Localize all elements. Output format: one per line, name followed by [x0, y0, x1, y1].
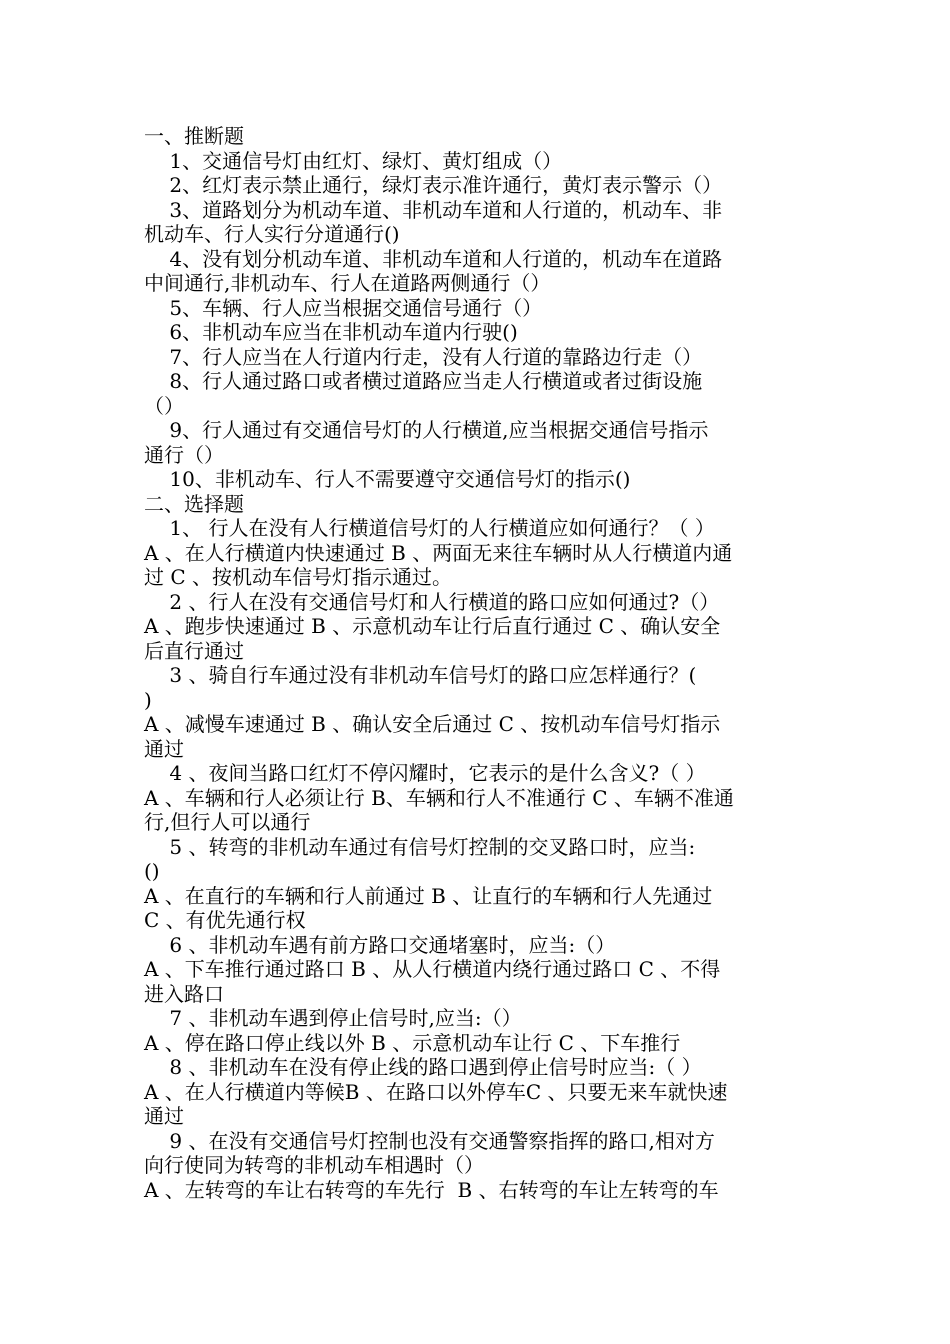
text-line: 通过: [144, 736, 184, 761]
text-line: 10、非机动车、行人不需要遵守交通信号灯的指示(): [144, 467, 631, 491]
text-line: (): [144, 859, 160, 883]
text-line: 2 、行人在没有交通信号灯和人行横道的路口应如何通过?（）: [144, 589, 720, 614]
text-line: 通过: [144, 1104, 184, 1128]
text-line: 5 、转弯的非机动车通过有信号灯控制的交叉路口时，应当:: [144, 834, 696, 859]
text-line: 进入路口: [144, 981, 224, 1006]
text-line: 3 、骑自行车通过没有非机动车信号灯的路口应怎样通行？(: [144, 663, 697, 687]
text-line: A 、跑步快速通过 B 、示意机动车让行后直行通过 C 、确认安全: [144, 614, 721, 638]
text-line: 4 、夜间当路口红灯不停闪耀时，它表示的是什么含义?（ ）: [144, 761, 706, 785]
text-line: 6、非机动车应当在非机动车道内行驶(): [144, 320, 518, 344]
text-line: 8 、非机动车在没有停止线的路口遇到停止信号时应当:（ ）: [144, 1055, 702, 1079]
text-line: A 、在直行的车辆和行人前通过 B 、让直行的车辆和行人先通过: [144, 883, 713, 908]
text-line: A 、车辆和行人必须让行 B、车辆和行人不准通行 C 、车辆不准通: [144, 785, 734, 810]
text-line: 4、没有划分机动车道、非机动车道和人行道的，机动车在道路: [144, 246, 723, 271]
text-line: C 、有优先通行权: [144, 908, 306, 932]
text-line: 向行使同为转弯的非机动车相遇时（）: [144, 1153, 484, 1177]
text-line: 7 、非机动车遇到停止信号时,应当:（）: [144, 1006, 522, 1030]
text-line: ): [144, 687, 152, 712]
text-line: A 、左转弯的车让右转弯的车先行 B 、右转弯的车让左转弯的车: [144, 1177, 719, 1202]
text-line: （）: [144, 393, 184, 418]
text-line: 通行（）: [144, 442, 224, 467]
text-line: 1、交通信号灯由红灯、绿灯、黄灯组成（）: [144, 148, 563, 173]
text-line: 9、行人通过有交通信号灯的人行横道,应当根据交通信号指示: [144, 418, 709, 442]
text-line: 6 、非机动车遇有前方路口交通堵塞时，应当:（）: [144, 932, 616, 957]
document-page: [144, 124, 810, 1202]
text-line: 7、行人应当在人行道内行走，没有人行道的靠路边行走（）: [144, 344, 703, 369]
text-line: 9 、在没有交通信号灯控制也没有交通警察指挥的路口,相对方: [144, 1128, 715, 1153]
text-line: 8、行人通过路口或者横过道路应当走人行横道或者过街设施: [144, 369, 703, 393]
text-line: 机动车、行人实行分道通行(): [144, 222, 400, 246]
text-line: 中间通行,非机动车、行人在道路两侧通行（）: [144, 271, 551, 295]
text-line: 行,但行人可以通行: [144, 810, 311, 834]
text-line: A 、在人行横道内等候B 、在路口以外停车C 、只要无来车就快速: [144, 1079, 728, 1104]
text-line: 过 C 、按机动车信号灯指示通过。: [144, 565, 453, 589]
text-line: 1、 行人在没有人行横道信号灯的人行横道应如何通行？（ ）: [144, 516, 715, 540]
text-line: 二、选择题: [144, 491, 244, 516]
text-line: A 、减慢车速通过 B 、确认安全后通过 C 、按机动车信号灯指示: [144, 712, 721, 736]
text-line: 3、道路划分为机动车道、非机动车道和人行道的，机动车、非: [144, 197, 723, 222]
text-line: 2、红灯表示禁止通行，绿灯表示准许通行，黄灯表示警示（）: [144, 173, 723, 197]
text-line: A 、停在路口停止线以外 B 、示意机动车让行 C 、下车推行: [144, 1030, 681, 1055]
text-line: 5、车辆、行人应当根据交通信号通行（）: [144, 295, 543, 320]
text-line: A 、下车推行通过路口 B 、从人行横道内绕行通过路口 C 、不得: [144, 957, 721, 981]
text-line: 后直行通过: [144, 638, 244, 663]
text-line: A 、在人行横道内快速通过 B 、两面无来往车辆时从人行横道内通: [144, 540, 733, 565]
text-line: 一、推断题: [144, 124, 244, 148]
